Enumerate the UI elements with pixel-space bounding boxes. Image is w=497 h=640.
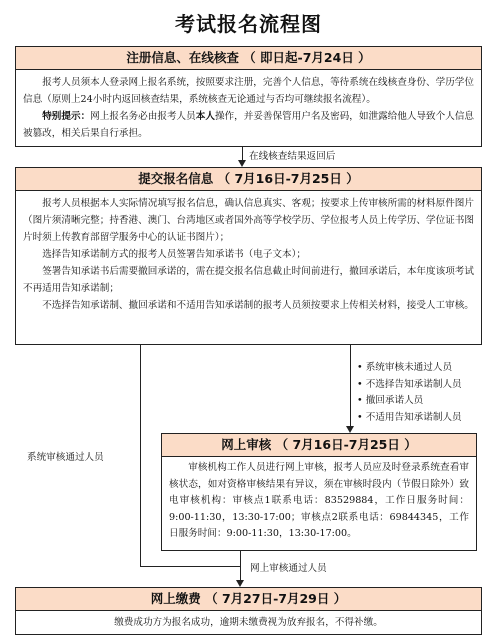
- step-register-box: [15, 46, 482, 147]
- step-submit-text-2: 选择告知承诺制方式的报考人员签署告知承诺书（电子文本）；: [42, 249, 307, 260]
- step-submit-header: 提交报名信息 （ 7月16日-7月25日 ）: [16, 168, 481, 191]
- merge-line: [140, 566, 240, 567]
- step-submit-text-3: 签署告知承诺书后需要撤回承诺的，需在提交报名信息截止时间前进行，撤回承诺后，本年度该项考试不再适用告知承诺制；: [23, 266, 474, 294]
- right-branch-list: [357, 360, 462, 426]
- step-submit-text-1: 报考人员根据本人实际情况填写报名信息，确认信息真实、客观；按要求上传审核所需的材料原件图片（图片须清晰完整；持香港、澳门、台湾地区或者国外高等学校学历、学位报考人员上传学历、学位证书图片时须上传教育部留学服务中心的认证书图片）；: [23, 198, 474, 243]
- step-review-box: [161, 433, 477, 551]
- tip-text-a: 网上报名务必由报考人员: [90, 111, 196, 122]
- right-branch-item: • 不选择告知承诺制人员: [357, 378, 462, 390]
- right-branch-item: • 撤回承诺人员: [357, 395, 424, 406]
- step-submit-box: [15, 167, 482, 345]
- tip-text-c: 操作，并妥善保管用户名及密码，如泄露给他人导致个人信息被篡改，相关后果自行承担。: [23, 111, 475, 139]
- step-payment-box: [15, 587, 482, 635]
- arrow-3-line: [240, 551, 241, 581]
- right-branch-line: [350, 345, 351, 427]
- step-payment-header: 网上缴费 （ 7月27日-7月29日 ）: [16, 588, 481, 611]
- step-payment-text: 缴费成功方为报名成功，逾期未缴费视为放弃报名，不得补缴。: [114, 617, 383, 628]
- arrow-3-label: 网上审核通过人员: [250, 563, 327, 574]
- right-branch-item: • 系统审核未通过人员: [357, 362, 453, 373]
- arrow-3-head: [236, 580, 244, 587]
- page-title: 考试报名流程图: [175, 12, 322, 36]
- tip-text-bold: 本人: [195, 111, 215, 122]
- arrow-1-line: [242, 147, 243, 161]
- right-branch-item: • 不适用告知承诺制人员: [357, 411, 462, 423]
- right-branch-arrow-head: [346, 426, 354, 433]
- step-register-text: 报考人员须本人登录网上报名系统，按照要求注册，完善个人信息，等待系统在线核查身份、学历学位信息（原则上24小时内返回核查结果，系统核查无论通过与否均可继续报名流程）。: [23, 77, 474, 105]
- step-register-header: 注册信息、在线核查 （ 即日起-7月24日 ）: [16, 47, 481, 70]
- arrow-1-label: 在线核查结果返回后: [249, 151, 336, 162]
- tip-label: 特别提示：: [42, 111, 91, 122]
- left-branch-label: 系统审核通过人员: [27, 452, 104, 463]
- left-branch-line: [140, 345, 141, 566]
- step-review-text: 审核机构工作人员进行网上审核，报考人员应及时登录系统查看审核状态，如对资格审核结果有异议，须在审核时段内（节假日除外）致电审核机构：审核点1联系电话：83529884，工作日服务时间：9:00-11:30，13:30-17:00；审核点2联系电话：69844345，工作日服务时间：9:00-11:30，13:30-17:00。: [169, 462, 469, 539]
- step-review-header: 网上审核 （ 7月16日-7月25日 ）: [162, 434, 476, 457]
- step-submit-text-4: 不选择告知承诺制、撤回承诺和不适用告知承诺制的报考人员须按要求上传相关材料，接受人工审核。: [42, 300, 474, 311]
- arrow-1-head: [238, 160, 246, 167]
- step-register-tip: [23, 108, 474, 142]
